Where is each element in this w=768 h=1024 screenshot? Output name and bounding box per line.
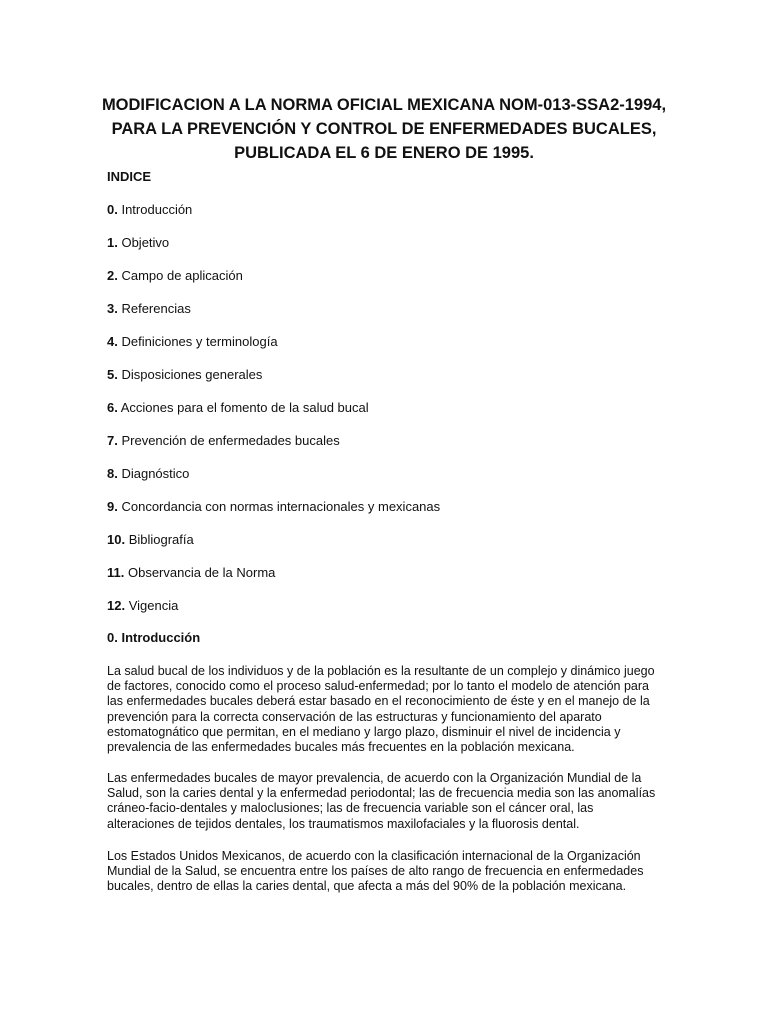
toc-item (107, 598, 440, 631)
toc-item-label: Vigencia (128, 598, 179, 613)
toc-item-number: 8. (107, 466, 118, 481)
body-paragraph: La salud bucal de los individuos y de la población es la resultante de un complejo y dinámico juego de factores, conocido como el proceso salud-enfermedad; por lo tanto el modelo de atención para las enfermedades bucales deberá estar basado en el reconocimiento de éste y en el manejo de la prevención para la correcta conservación de las estructuras y funcionamiento del aparato estomatognático que permitan, en el mediano y largo plazo, disminuir el nivel de incidencia y prevalencia de las enfermedades bucales más frecuentes en la población mexicana. (107, 664, 655, 755)
toc-item (107, 565, 440, 598)
body-paragraph: Los Estados Unidos Mexicanos, de acuerdo con la clasificación internacional de la Organización Mundial de la Salud, se encuentra entre los países de alto rango de frecuencia en enfermedades bucales, dentro de ellas la caries dental, que afecta a más del 90% de la población mexicana. (107, 849, 644, 894)
toc-item-label: Prevención de enfermedades bucales (121, 433, 340, 448)
toc-item-label: Bibliografía (128, 532, 194, 547)
table-of-contents (107, 202, 440, 631)
toc-item-number: 5. (107, 367, 118, 382)
toc-item (107, 466, 440, 499)
toc-item-number: 10. (107, 532, 126, 547)
document-title: MODIFICACION A LA NORMA OFICIAL MEXICANA NOM-013-SSA2-1994, PARA LA PREVENCIÓN Y CONTROL DE ENFERMEDADES BUCALES, PUBLICADA EL 6 DE ENERO DE 1995. (101, 96, 667, 162)
toc-item-number: 1. (107, 235, 118, 250)
toc-item-number: 11. (107, 565, 125, 580)
toc-item (107, 268, 440, 301)
toc-item-label: Acciones para el fomento de la salud bucal (120, 400, 369, 415)
toc-item-label: Concordancia con normas internacionales y mexicanas (121, 499, 441, 514)
toc-item-label: Referencias (121, 301, 191, 316)
section-heading: 0. Introducción (107, 630, 201, 645)
toc-item (107, 202, 440, 235)
toc-item-label: Observancia de la Norma (127, 565, 276, 580)
toc-item (107, 532, 440, 565)
toc-item-number: 7. (107, 433, 118, 448)
toc-item-number: 12. (107, 598, 126, 613)
toc-item-number: 3. (107, 301, 118, 316)
body-paragraph: Las enfermedades bucales de mayor prevalencia, de acuerdo con la Organización Mundial de la Salud, son la caries dental y la enfermedad periodontal; las de frecuencia media son las anomalías cráneo-facio-dentales y maloclusiones; las de frecuencia variable son el cáncer oral, las alteraciones de tejidos dentales, los traumatismos maxilofaciales y la fluorosis dental. (107, 771, 656, 831)
toc-item-number: 2. (107, 268, 118, 283)
toc-item (107, 334, 440, 367)
toc-item (107, 400, 440, 433)
toc-item-label: Introducción (121, 202, 193, 217)
toc-item-number: 9. (107, 499, 118, 514)
toc-item-label: Diagnóstico (121, 466, 190, 481)
toc-item-label: Definiciones y terminología (121, 334, 278, 349)
toc-item-label: Objetivo (121, 235, 170, 250)
index-heading: INDICE (107, 169, 152, 184)
toc-item (107, 499, 440, 532)
toc-item-number: 4. (107, 334, 118, 349)
toc-item-label: Campo de aplicación (121, 268, 243, 283)
toc-item (107, 367, 440, 400)
toc-item (107, 301, 440, 334)
toc-item-label: Disposiciones generales (121, 367, 263, 382)
toc-item (107, 235, 440, 268)
toc-item-number: 6. (107, 400, 118, 415)
toc-item (107, 433, 440, 466)
toc-item-number: 0. (107, 202, 118, 217)
